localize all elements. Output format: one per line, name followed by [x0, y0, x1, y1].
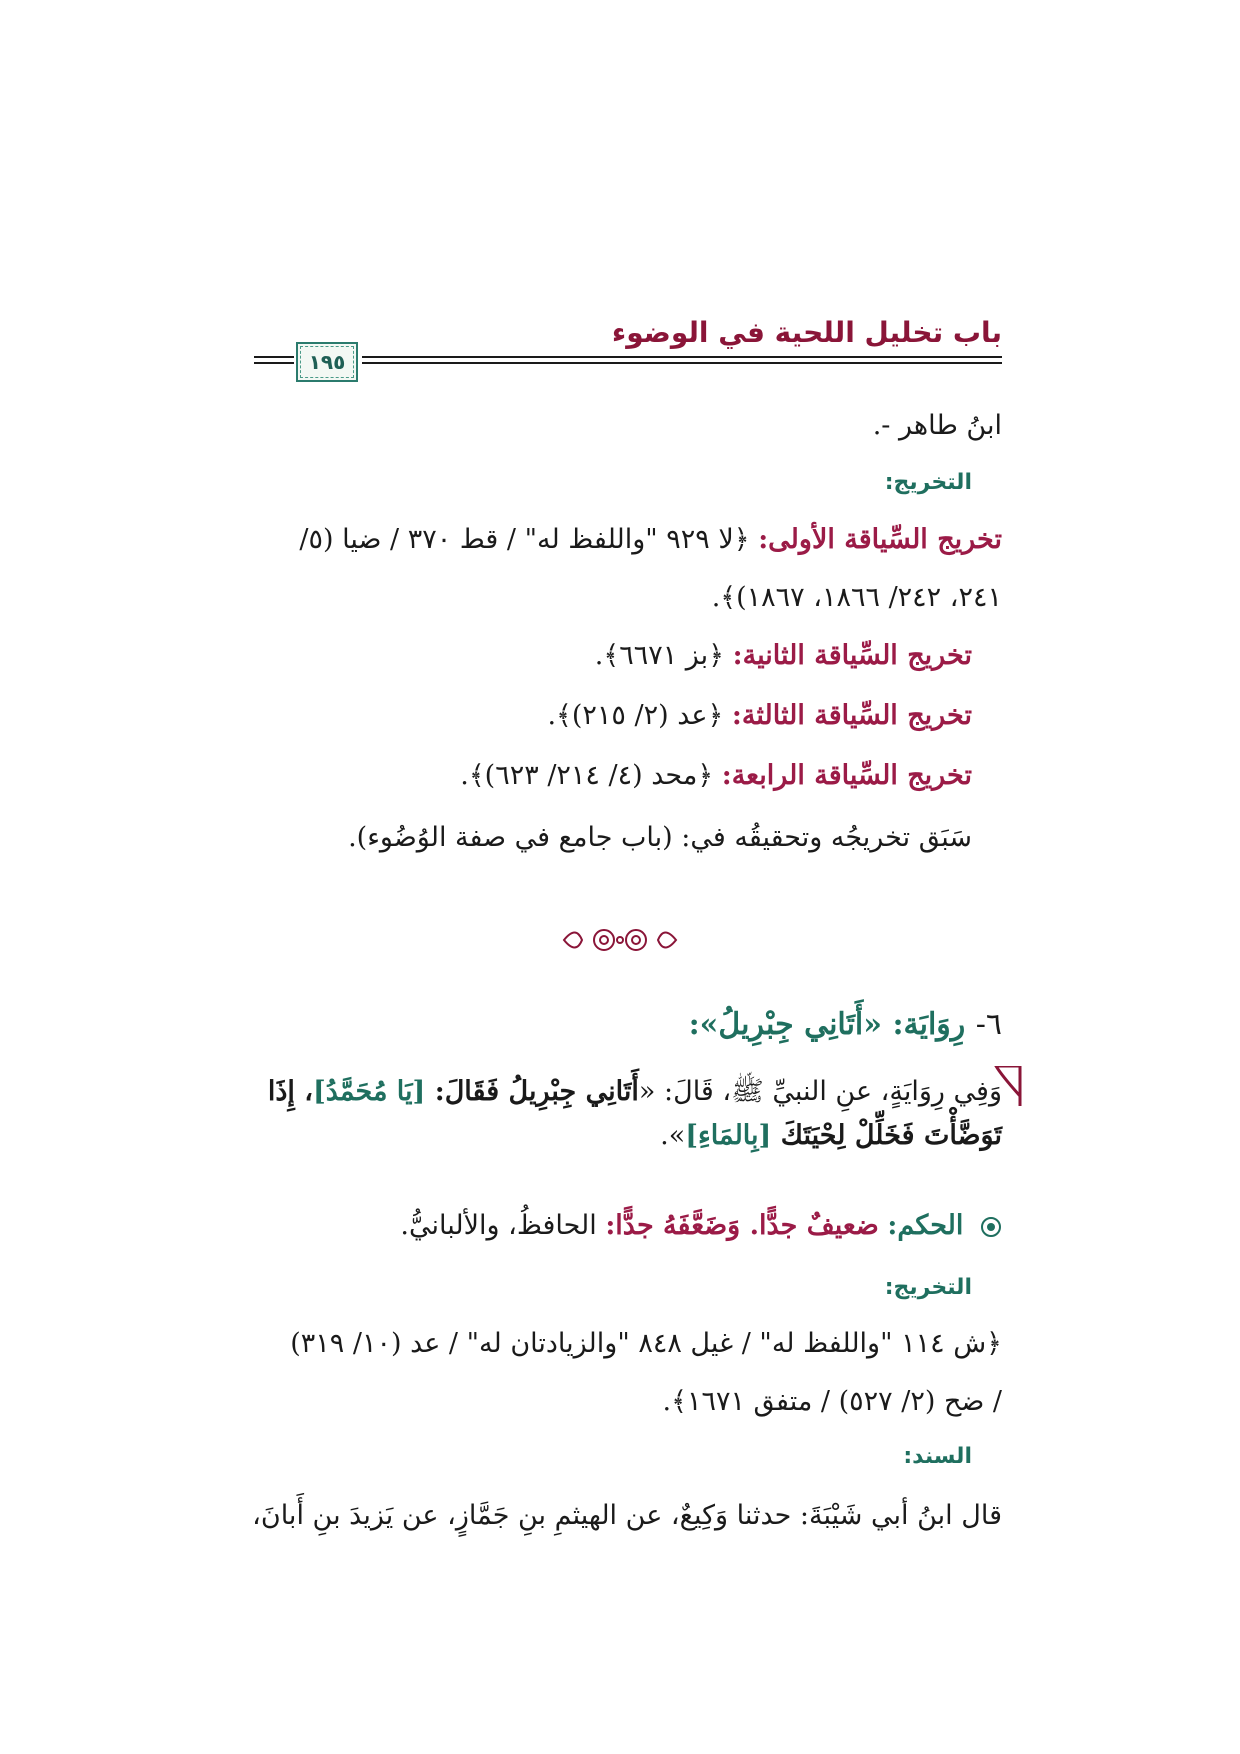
quote-line-2-end: ».: [660, 1120, 686, 1151]
section-title-text: رِوَايَة: «أَتَانِي جِبْرِيلُ»:: [688, 1007, 966, 1042]
quote-line-2-addition: [بِالمَاءِ]: [685, 1120, 772, 1151]
header-rule-right-bottom: [362, 362, 1002, 364]
sanad-line: قال ابنُ أبي شَيْبَةَ: حدثنا وَكِيعٌ، عن الهيثمِ بنِ جَمَّازٍ، عن يَزيدَ بنِ أَبانَ،: [252, 1500, 1002, 1531]
takhrij-line-1: ﴿ش ١١٤ "واللفظ له" / غيل ٨٤٨ "والزيادتان له" / عد (١٠/ ٣١٩): [290, 1328, 1002, 1359]
siyaqa-1-line: [299, 524, 1002, 556]
siyaqa-3-text: ﴿عد (٢/ ٢١٥)﴾.: [547, 700, 724, 731]
takhrij-heading: التخريج:: [884, 470, 972, 495]
siyaqa-1-label: تخريج السِّياقة الأولى:: [758, 524, 1002, 555]
section-title: [689, 1007, 1002, 1042]
siyaqa-2-label: تخريج السِّياقة الثانية:: [732, 640, 972, 671]
quote-line-1-end: ، إِذَا: [267, 1076, 313, 1107]
takhrij-line-2: / ضح (٢/ ٥٢٧) / متفق ١٦٧١﴾.: [662, 1386, 1002, 1417]
quote-line-2-bold: تَوَضَّأْتَ فَخَلِّلْ لِحْيَتَكَ: [771, 1120, 1002, 1151]
header-rule-right-top: [362, 356, 1002, 358]
page-number: ١٩٥: [300, 346, 354, 378]
seal-icon: [980, 1216, 1002, 1238]
text-line: ابنُ طاهر -.: [872, 410, 1002, 441]
ornament-divider-icon: [560, 920, 680, 960]
hadith-quote-box: [238, 1068, 1002, 1164]
siyaqa-3-line: [547, 700, 972, 732]
siyaqa-1-text: ﴿لا ٩٢٩ "واللفظ له" / قط ٣٧٠ / ضيا (٥/: [299, 524, 750, 555]
hukm-line: [400, 1210, 1002, 1242]
header-rule-left-bottom: [254, 362, 294, 364]
siyaqa-4-label: تخريج السِّياقة الرابعة:: [721, 760, 972, 791]
siyaqa-3-label: تخريج السِّياقة الثالثة:: [731, 700, 972, 731]
siyaqa-4-line: [460, 760, 972, 792]
quote-line-1-addition: [يَا مُحَمَّدُ]: [312, 1076, 426, 1107]
header-rule-left-top: [254, 356, 294, 358]
siyaqa-2-text: ﴿بز ٦٦٧١﴾.: [594, 640, 725, 671]
hukm-label: الحكم:: [887, 1210, 964, 1241]
siyaqa-2-line: [595, 640, 972, 672]
hukm-value: ضعيفٌ جدًّا. وَضَعَّفَهُ جدًّا:: [605, 1210, 879, 1241]
quote-line-1-intro: وَفِي رِوَايَةٍ، عنِ النبيِّ ﷺ، قَالَ: «: [638, 1076, 1002, 1107]
chapter-title: باب تخليل اللحية في الوضوء: [611, 316, 1002, 349]
siyaqa-1-continuation: ٢٤١، ٢٤٢/ ١٨٦٦، ١٨٦٧)﴾.: [711, 582, 1002, 613]
quote-line-2: [660, 1120, 1002, 1151]
siyaqa-4-text: ﴿محد (٤/ ٢١٤/ ٦٢٣)﴾.: [460, 760, 714, 791]
section-number: ٦-: [975, 1007, 1002, 1042]
sanad-heading: السند:: [903, 1444, 972, 1469]
hukm-rest: الحافظُ، والألبانيُّ.: [400, 1210, 597, 1241]
page-number-box: [296, 342, 358, 382]
quote-line-1: [238, 1074, 1002, 1114]
quote-line-1-bold: أَتَانِي جِبْرِيلُ فَقَالَ:: [425, 1076, 639, 1107]
takhrij-heading-2: التخريج:: [884, 1275, 972, 1300]
sabaq-line: سَبَق تخريجُه وتحقيقُه في: (باب جامع في صفة الوُضُوء).: [348, 822, 972, 853]
